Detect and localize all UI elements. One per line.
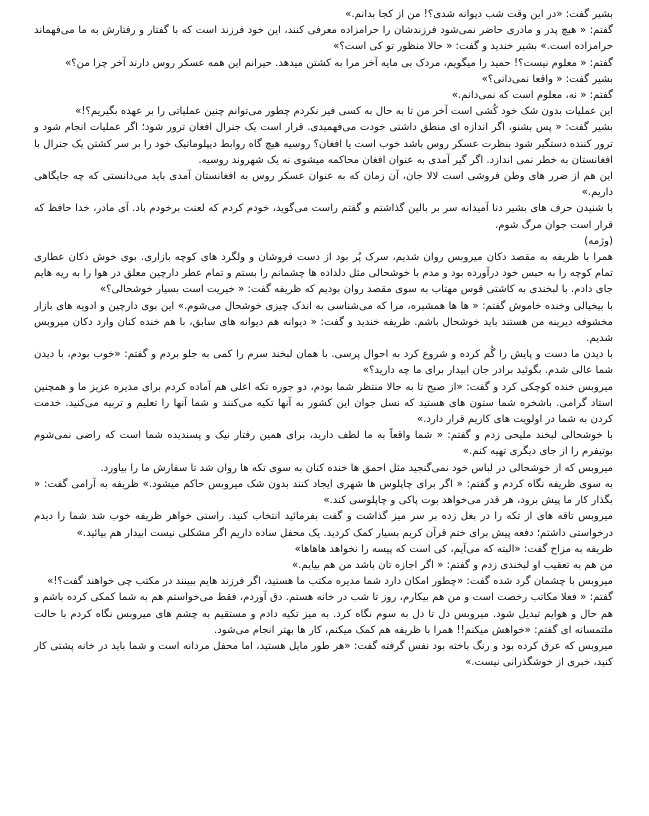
paragraph: گفتم: « معلوم نیست؟! حمید را میگویم، مردک بی مایه آخر مرا به کشتن میدهد. حیرانم این همه عسکر روس دارند آخر چرا من؟»	[64, 57, 613, 69]
paragraph: این عملیات بدون شک خود کُشی است آخر من تا به حال به کسی فیر نکردم چطور می‌توانم چنین عملیاتی را بر عهده بگیریم؟!»	[75, 106, 613, 118]
paragraph: میروبس خنده کوچکی کرد و گفت: «از صبح تا به حالا منتظر شما بودم، دو جوره تکه اعلی هم آماده کردم برای مدیره عزیز ما و همچنین استاد گرامی. باشخره شما ستون های هستید که نسل جوان این کشور به آنها تکیه می‌کنند و شما آنها را تعلیم و تربیه می‌کنید. خدمت کردن به شما در اولویت های کاریم قرار دارد.»	[34, 381, 613, 426]
paragraph: بشیر گفت: «در این وقت شب دیوانه شدی؟! من از کجا بدانم.»	[345, 9, 613, 20]
paragraph: بشیر گفت: « واقعا نمی‌دانی؟»	[481, 73, 613, 85]
section-heading: (وژمه)	[584, 235, 613, 247]
paragraph: بشیر گفت: « پس بشنو، اگر اندازه ای منطق داشتی خودت می‌فهمیدی. قرار است یک جنرال افغان ترور شود؛ اگر عملیات انجام شود و ترور کننده دستگیر شود بنظرت عسکر روس باشد خوب است یا افغان؟ روسیه هیچ گاه روابط دیپلوماتیک خود را بر سر کشتن یک جنرال با افغانستان به خطر نمی اندازد. اگر گیر آمدی به عنوان افغان محاکمه میشوی نه یک شهروند روسیه.	[34, 122, 613, 166]
paragraph: گفتم: « فعلا مکاتب رخصت است و من هم بیکارم، روز تا شب در خانه هستم. دق آوردم، فقط می‌خواستم هم به شما کمکی کرده باشم و هم حال و هوایم تبدیل شود. میروبس دل تا دل به سوم نگاه کرد. به میز تکیه دادم و مستقیم به چشم های میروبس نگاه کردم با حالت ملتمسانه ای گفتم: «خواهش میکنم!! همرا با ظریفه هم کمک میکنم، کار ها بهتر انجام می‌شود.	[34, 592, 613, 636]
paragraph: با دیدن ما دست و پایش را گُم کرده و شروع کرد به احوال پرسی. با همان لبخند سرم را کمی به جلو بردم و گفتم: «خوب بودم، با دیدن شما عالی شدم. بگوئید برادر جان ابیدار برای ما چه دارید؟»	[34, 349, 613, 377]
paragraph: با بیخیالی وخنده خاموش گفتم: « ها ها همشیره، مرا که می‌شناسی به اندک چیزی خوشحال می‌شوم.» این بوی دارچین و ادویه های بازار مخشوفه دیرینه من هستند باید خوشحال باشم. ظریفه خندید و گفت: « دیوانه هم دیوانه های سابق، با هم خنده کنان وارد دکان میروبس شدیم.	[34, 300, 613, 345]
paragraph: میروبس با چشمان گرد شده گفت: «چطور امکان دارد شما مدیره مکتب ما هستید، اگر فرزند هایم ببینند در مکتب چی خواهند گفت؟!»	[47, 576, 613, 588]
paragraph: من هم به تعقیب او لبخندی زدم و گفتم: « اگر اجازه تان باشد من هم بیایم.»	[291, 559, 613, 571]
paragraph: ظریفه به مزاح گفت: «البته که می‌آیم، کی است که پیسه را نخواهد هاهاها»	[294, 543, 613, 555]
paragraph: با شنیدن حرف های بشیر دنا آمیدانه سر بر بالین گذاشتم و گفتم راست می‌گوید، خودم کردم که لعنت برخودم باد. آی مادر، خدا حافظ که قرار است جوان مرگ شوم.	[34, 203, 613, 231]
paragraph: همرا با ظریفه به مقصد دکان میروبس روان شدیم، سرک پُر بود از دست فروشان و ولگرد های کوچه بازاری. بوی خوش دکان عطاری تمام کوچه را به حبس خود درآورده بود و مدم با خوشحالی مثل دلداده ها چشمانم را بستم و تمام عطر دارچین معلق در هوا را به ریه هایم جای دادم. با لبخندی به کاشتی قوس مهتاب به سوی مقصد روان بودیم که ظریفه گفت: « خیریت است بسیار خوشحالی؟»	[34, 252, 613, 296]
paragraph: گفتم: « هیچ پدر و مادری حاضر نمی‌شود فرزندشان را حرامزاده معرفی کنند، این خود فرزند است که با گفتار و رفتارش به ما می‌فهماند حرامزاده است.» بشیر خندید و گفت: « حالا منظور تو کی است؟»	[34, 25, 613, 53]
paragraph: به سوی ظریفه نگاه کردم و گفتم: « اگر برای چاپلوس ها شهری ایجاد کنند بدون شک میروبس حاکم میشود.» ظریفه به آرامی گفت: « بگذار کار ما پیش برود، هر قدر می‌خواهد بوت پاکی و چاپلوسی کند.»	[34, 478, 613, 507]
paragraph: میروبس تاقه های از تکه را در بغل زده بر سر میز گذاشت و گفت بفرمائید انتخاب کنید. راستی خواهر ظریفه خوب شد شما را دیدم درخواستی داشتم؛ دفعه پیش برای ختم قرآن کریم بسیار کمک کردید. یک محفل ساده داریم اگر مشکلی نیست ابیدار هم بیائید.»	[34, 511, 613, 539]
paragraph: میروبس که عرق کرده بود و رنگ باخته بود نفس گرفته گفت: «هر طور مایل هستید، اما محفل مردانه است و شما باید در خانه پشتی کار کنید، خبری از خوشگذرانی نیست.»	[34, 640, 613, 669]
paragraph: گفتم: « نه، معلوم است که نمی‌دانم.»	[451, 90, 613, 102]
paragraph: این هم از ضرر های وطن فروشی است لالا جان، آن زمان که به عنوان عسکر روس به افغانستان آمدی باید می‌دانستی که چه جایگاهی داریم.»	[34, 171, 613, 199]
paragraph: میروبس که از خوشحالی در لباس خود نمی‌گنجید مثل احمق ها خنده کنان به سوی تکه ها روان شد تا سفارش ما را بیاورد.	[100, 462, 613, 474]
paragraph: با خوشحالی لبخند ملیحی زدم و گفتم: « شما واقعاً به ما لطف دارید، برای همین رفتار نیک و پسندیده شما است که راضی نمی‌شوم بوتیفرم را از جای دیگری تهیه کنم.»	[34, 430, 613, 458]
